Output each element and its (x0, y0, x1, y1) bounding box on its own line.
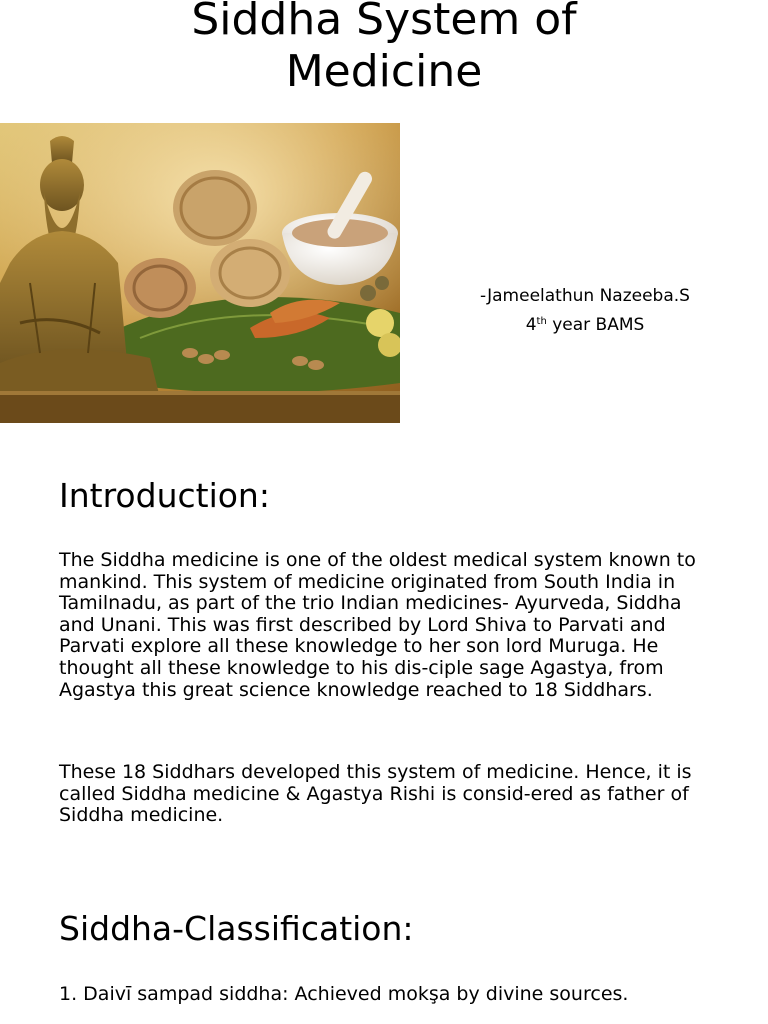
introduction-heading: Introduction: (59, 476, 270, 515)
author-block (430, 282, 740, 340)
title-line-2: Medicine (285, 46, 483, 97)
introduction-paragraph-1: The Siddha medicine is one of the oldest medical system known to mankind. This system of medicine originated from South India in Tamilnadu, as part of the trio Indian medicines- Ayurveda, Siddha and Unani. This was first described by Lord Shiva to Parvati and Parvati explore all these knowledge to her son lord Muruga. He thought all these knowledge to his dis-ciple sage Agastya, from Agastya this great science knowledge reached to 18 Siddhars. (59, 549, 696, 701)
author-year (430, 311, 740, 340)
author-name: -Jameelathun Nazeeba.S (480, 286, 690, 306)
classification-heading: Siddha-Classification: (59, 909, 414, 948)
hero-illustration-svg (0, 123, 400, 423)
classification-item-1: 1. Daivī sampad siddha: Achieved mokşa by divine sources. (59, 983, 629, 1005)
introduction-paragraph-2: These 18 Siddhars developed this system of medicine. Hence, it is called Siddha medicine & Agastya Rishi is consid-ered as father of Siddha medicine. (59, 761, 692, 827)
author-year-suffix: th (536, 316, 547, 327)
title-line-1: Siddha System of (191, 0, 577, 45)
hero-illustration-sage-herbs (0, 123, 400, 423)
page-title (0, 0, 768, 98)
author-year-number: 4 (525, 315, 537, 335)
author-year-rest: year BAMS (546, 315, 645, 335)
